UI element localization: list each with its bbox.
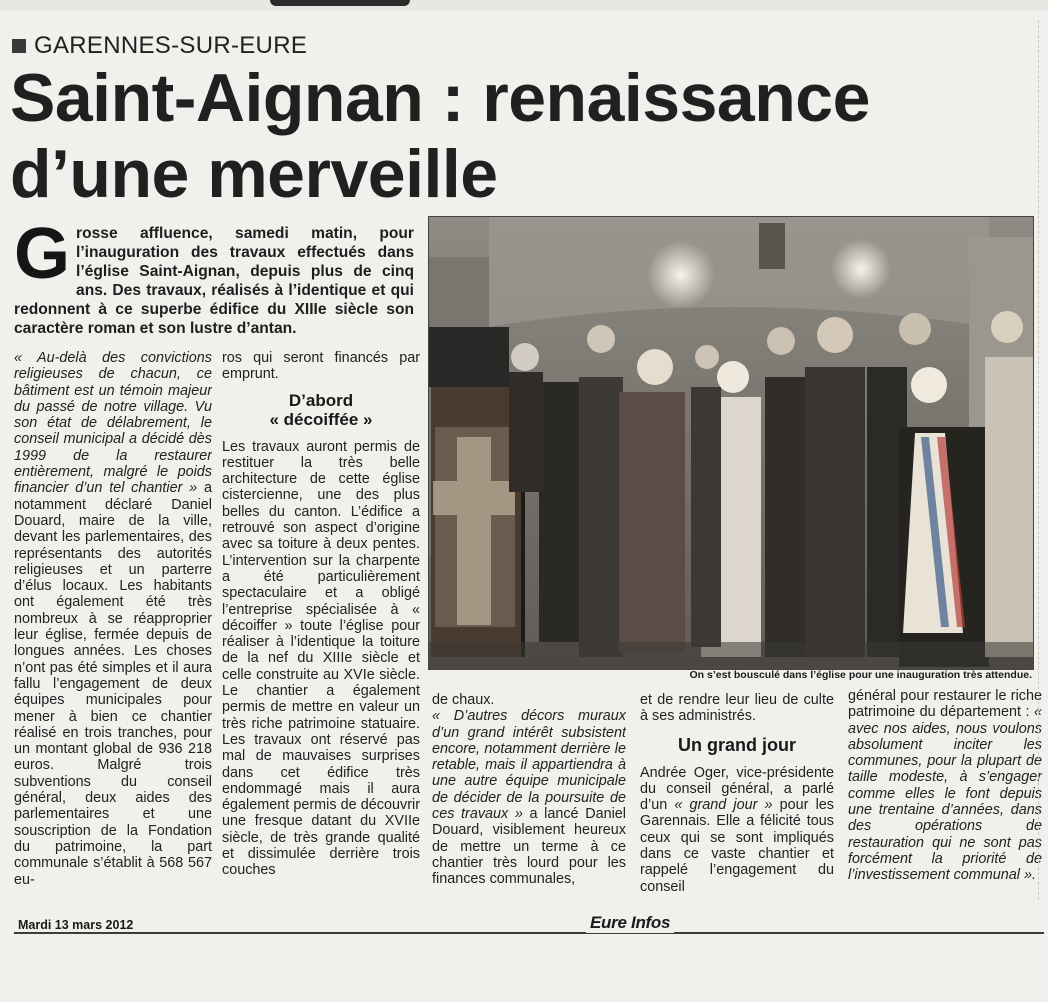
column-5-start: général pour restaurer le riche patrimoine du département : [848,688,1042,721]
previous-article-fragment [270,0,410,6]
column-4-start: et de rendre leur lieu de culte à ses administrés. [640,692,834,725]
newspaper-brand: Eure Infos [586,913,674,933]
footer-rule [14,932,1044,934]
article-column-5 [848,688,1042,910]
photo-caption: On s’est bousculé dans l’église pour une inauguration très attendue. [689,669,1032,681]
headline-line-1: Saint-Aignan : renaissance [10,60,870,136]
lead-text: rosse affluence, samedi matin, pour l’inauguration des travaux effectués dans l’église Saint-Aignan, depuis plus de cinq ans. Des travaux, réalisés à l’identique et qui redonnent à ce superbe édifice du XIIIe siècle son caractère roman et son lustre d’antan. [14,225,414,337]
article-column-1 [14,350,212,918]
column-2-start: ros qui seront financés par emprunt. [222,350,420,383]
rubric-label: GARENNES-SUR-EURE [34,32,308,59]
lead-paragraph [14,214,414,338]
column-3-text: a lancé Daniel Douard, visiblement heureux de mettre un terme à ce chantier très lourd pour les finances communales, [432,806,626,888]
page-edge [1038,20,1048,900]
column-2-text: Les travaux auront permis de restituer la très belle architecture de cette église cistercienne, une des plus belles du canton. L’édifice a retrouvé son aspect d’origine avec sa toiture à deux pentes. L’intervention sur la charpente a été particulièrement spectaculaire et a obligé l’entreprise spécialisée à « décoiffer » toute l’église pour réaliser à l’identique la toiture de la nef du XIIIe siècle et celle construite au XVIe siècle. Le chantier a également permis de mettre en valeur un très riche patrimoine statuaire. Les travaux ont réservé pas mal de mauvaises surprises dans cet édifice très endommagé mais il aura également permis de découvrir une fresque datant du XVIIe siècle, de très grande qualité et dissimulée derrière trois couches [222,438,420,879]
quote-mayor: « Au-delà des convictions religieuses de chacun, ce bâtiment est un témoin majeur du passé de notre village. Vu son état de délabrement, le conseil municipal a décidé dès 1999 de la restaurer entièrement, malgré le poids financier d’un tel chantier » [14,350,212,497]
column-1-text: a notamment déclaré Daniel Douard, maire de la ville, devant les parlementaires, des représentants des autorités religieuses et un parterre d’élus locaux. Les habitants ont également été très nombreux à se réapproprier leur église, fermée depuis de longues années. Les choses n’ont pas été simples et il aura fallu l’engagement de deux équipes municipales pour mener à bien ce chantier réalisé en trois tranches, pour un montant global de 936 218 euros. Malgré trois subventions du conseil général, deux aides des parlementaires et une souscription de la Fondation du patrimoine, la part communale s’établit à 568 567 eu- [14,480,212,888]
drop-cap: G [14,214,71,294]
photo-inauguration [428,216,1034,670]
photo-illustration [429,217,1033,669]
intertitle-line-2: « décoiffée » [269,409,373,429]
article-column-2 [222,350,420,912]
column-4-text-b: pour les Garennais. Elle a félicité tous ceux qui se sont impliqués dans ce vaste chantier et rappelé l’engagement du conseil [640,797,834,895]
issue-date: Mardi 13 mars 2012 [18,918,134,932]
intertitle-decoiffee [222,391,420,429]
article-column-4 [640,692,834,910]
rubric-square-icon [12,39,26,53]
headline-line-2: d’une merveille [10,136,498,212]
top-strip [0,0,1048,10]
article-column-3 [432,692,626,910]
quote-conseil-general: « avec nos aides, nous voulons absolument inciter les communes, pour la plupart de taille modeste, à s’engager comme elles le font depuis une trentaine d’années, dans des opérations de restauration qui ne sont pas forcément la priorité de l’investissement communal ». [848,704,1042,884]
column-3-start: de chaux. [432,692,495,708]
quote-grand-jour: « grand jour » [674,797,773,814]
rubric [12,33,307,59]
headline [10,60,1010,212]
column-4-text-a: Andrée Oger, vice-présidente du conseil général, a parlé d’un [640,764,834,814]
intertitle-line-1: D’abord [288,390,354,410]
intertitle-grand-jour: Un grand jour [678,734,796,755]
quote-decors: « D’autres décors muraux d’un grand intérêt subsistent encore, notamment derrière le retable, mais il appartiendra à une autre équipe municipale de décider de la poursuite de ces travaux » [432,708,626,823]
